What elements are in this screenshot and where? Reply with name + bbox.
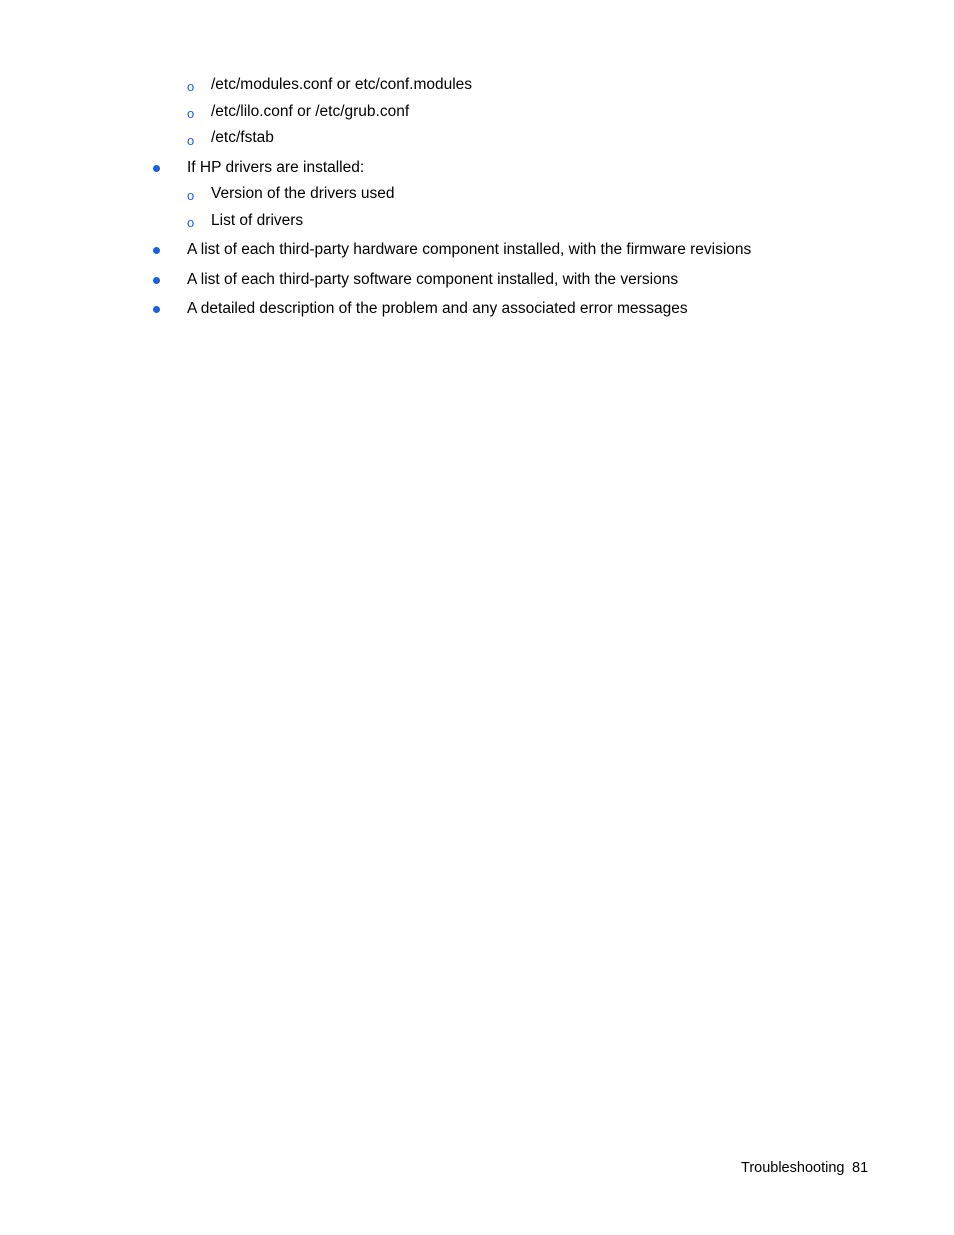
sub-bullet-marker: o	[187, 215, 195, 230]
list-item: A detailed description of the problem and any associated error messages	[187, 300, 688, 317]
sub-bullet-marker: o	[187, 133, 195, 148]
bullet-dot	[153, 277, 160, 284]
list-item: A list of each third-party software component installed, with the versions	[187, 271, 679, 288]
bullet-dot	[153, 247, 160, 254]
bullet-dot	[153, 165, 160, 172]
sub-list-item: /etc/lilo.conf or /etc/grub.conf	[211, 103, 410, 120]
sub-list-item: Version of the drivers used	[211, 185, 395, 202]
sub-bullet-marker: o	[187, 79, 195, 94]
list-item: A list of each third-party hardware component installed, with the firmware revisions	[187, 241, 752, 258]
list-item: If HP drivers are installed:	[187, 159, 365, 176]
sub-list-item: /etc/modules.conf or etc/conf.modules	[211, 76, 473, 93]
bullet-dot	[153, 306, 160, 313]
sub-list-item: List of drivers	[211, 212, 304, 229]
sub-bullet-marker: o	[187, 106, 195, 121]
page-number: 81	[852, 1160, 869, 1176]
sub-bullet-marker: o	[187, 188, 195, 203]
sub-list-item: /etc/fstab	[211, 129, 274, 146]
footer-section-title: Troubleshooting	[741, 1160, 845, 1176]
